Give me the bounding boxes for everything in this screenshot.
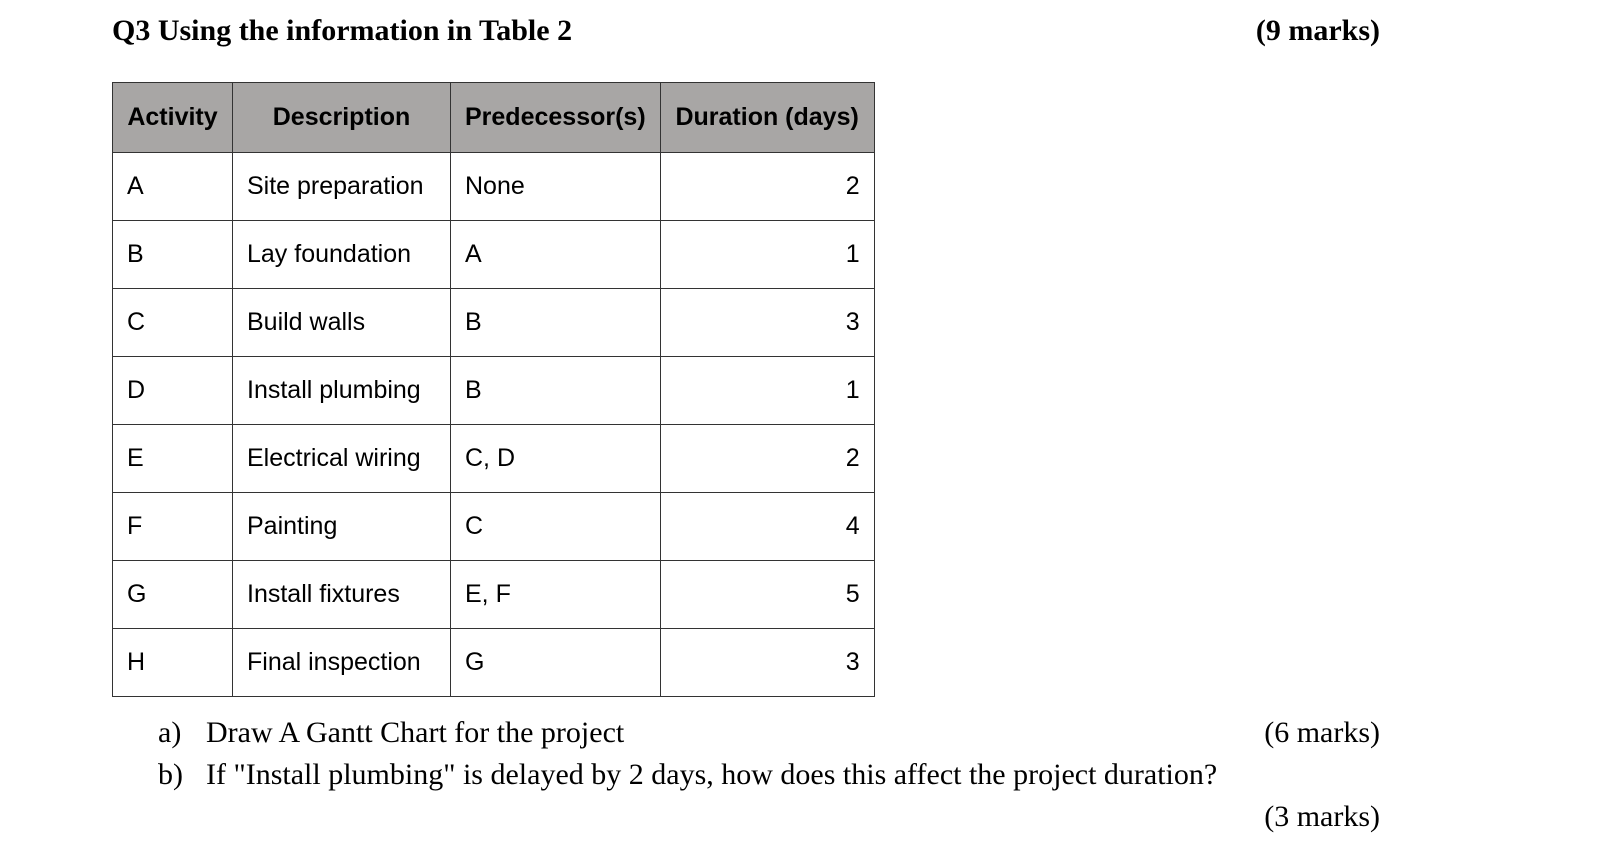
table-row [113,153,875,221]
cell-duration: 1 [660,357,874,425]
table-row [113,561,875,629]
table-row [113,425,875,493]
table-row [113,629,875,697]
cell-description: Install fixtures [233,561,451,629]
cell-predecessors: A [451,221,661,289]
cell-activity: H [113,629,233,697]
part-a-label: a) [158,716,182,749]
table-row [113,221,875,289]
cell-description: Lay foundation [233,221,451,289]
question-marks: (9 marks) [1255,14,1380,47]
table-row [113,493,875,561]
cell-description: Site preparation [233,153,451,221]
part-a [158,716,624,750]
part-b-label: b) [158,758,183,791]
cell-activity: A [113,153,233,221]
cell-duration: 1 [660,221,874,289]
header-description: Description [233,83,451,153]
cell-duration: 3 [660,289,874,357]
activity-table [112,82,875,697]
cell-activity: B [113,221,233,289]
cell-activity: E [113,425,233,493]
table-row [113,289,875,357]
cell-activity: F [113,493,233,561]
cell-activity: D [113,357,233,425]
cell-description: Final inspection [233,629,451,697]
cell-duration: 2 [660,153,874,221]
header-activity: Activity [113,83,233,153]
table-header-row [113,83,875,153]
part-b-text: If "Install plumbing" is delayed by 2 days, how does this affect the project duration? [206,758,1218,791]
cell-predecessors: C, D [451,425,661,493]
part-a-marks: (6 marks) [1264,716,1380,749]
table-row [113,357,875,425]
part-b-marks: (3 marks) [1264,800,1380,833]
part-b [158,758,1217,792]
cell-predecessors: None [451,153,661,221]
cell-predecessors: G [451,629,661,697]
header-duration: Duration (days) [660,83,874,153]
cell-predecessors: B [451,357,661,425]
cell-description: Painting [233,493,451,561]
cell-activity: G [113,561,233,629]
cell-duration: 3 [660,629,874,697]
cell-predecessors: E, F [451,561,661,629]
cell-duration: 5 [660,561,874,629]
header-predecessors: Predecessor(s) [451,83,661,153]
question-title: Q3 Using the information in Table 2 [112,14,573,47]
cell-duration: 2 [660,425,874,493]
cell-description: Build walls [233,289,451,357]
cell-predecessors: C [451,493,661,561]
cell-description: Electrical wiring [233,425,451,493]
part-a-text: Draw A Gantt Chart for the project [206,716,625,749]
cell-activity: C [113,289,233,357]
cell-predecessors: B [451,289,661,357]
cell-description: Install plumbing [233,357,451,425]
cell-duration: 4 [660,493,874,561]
